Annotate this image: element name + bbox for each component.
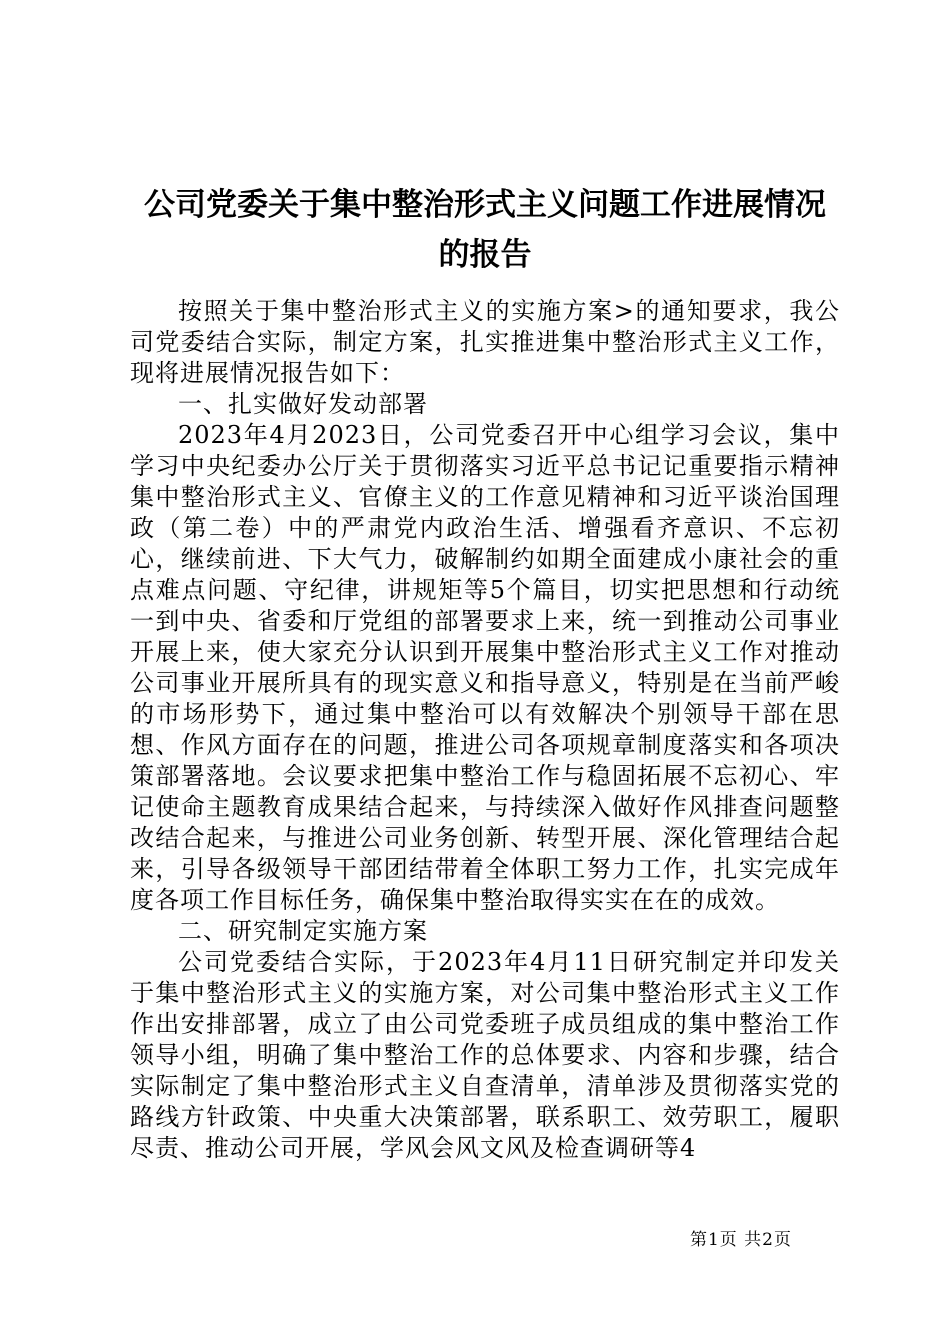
document-content: [130, 180, 840, 1164]
paragraph-section-1: 2023年4月2023日，公司党委召开中心组学习会议，集中学习中央纪委办公厅关于贯彻落实习近平总书记记重要指示精神集中整治形式主义、官僚主义的工作意见精神和习近平谈治国理政（第二卷）中的严肃党内政治生活、增强看齐意识、不忘初心，继续前进、下大气力，破解制约如期全面建成小康社会的重点难点问题、守纪律，讲规矩等5个篇目，切实把思想和行动统一到中央、省委和厅党组的部署要求上来，统一到推动公司事业开展上来，使大家充分认识到开展集中整治形式主义工作对推动公司事业开展所具有的现实意义和指导意义，特别是在当前严峻的市场形势下，通过集中整治可以有效解决个别领导干部在思想、作风方面存在的问题，推进公司各项规章制度落实和各项决策部署落地。会议要求把集中整治工作与稳固拓展不忘初心、牢记使命主题教育成果结合起来，与持续深入做好作风排查问题整改结合起来，与推进公司业务创新、转型开展、深化管理结合起来，引导各级领导干部团结带着全体职工努力工作，扎实完成年度各项工作目标任务，确保集中整治取得实实在在的成效。: [130, 421, 840, 914]
paragraph-section-2: 公司党委结合实际，于2023年4月11日研究制定并印发关于集中整治形式主义的实施方案，对公司集中整治形式主义工作作出安排部署，成立了由公司党委班子成员组成的集中整治工作领导小组，明确了集中整治工作的总体要求、内容和步骤，结合实际制定了集中整治形式主义自查清单，清单涉及贯彻落实党的路线方针政策、中央重大决策部署，联系职工、效劳职工，履职尽责、推动公司开展，学风会风文风及检查调研等4: [130, 948, 840, 1162]
paragraph-intro: 按照关于集中整治形式主义的实施方案>的通知要求，我公司党委结合实际，制定方案，扎实推进集中整治形式主义工作，现将进展情况报告如下：: [130, 297, 840, 387]
section-heading-1: 一、扎实做好发动部署: [178, 390, 428, 418]
page-number: 第1页 共2页: [689, 1230, 792, 1250]
document-title: 公司党委关于集中整治形式主义问题工作进展情况的报告: [144, 187, 826, 273]
document-body: [130, 296, 840, 1164]
section-heading-2: 二、研究制定实施方案: [178, 917, 428, 945]
